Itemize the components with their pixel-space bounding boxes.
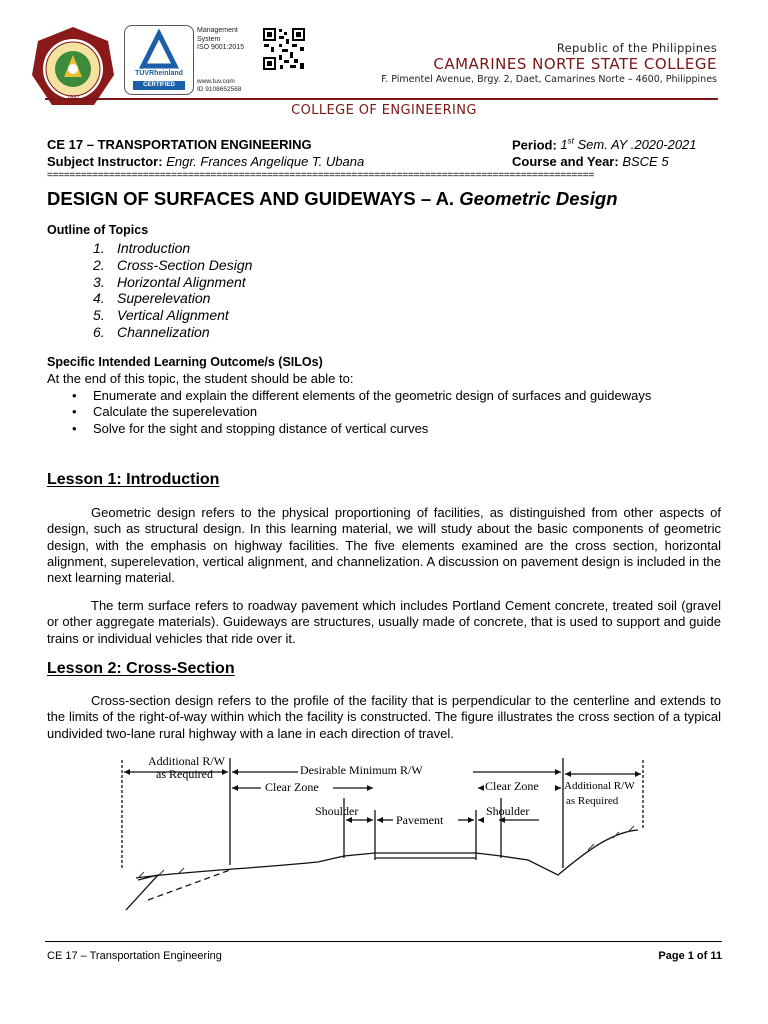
label-shoulder-left: Shoulder	[315, 804, 359, 818]
footer-course: CE 17 – Transportation Engineering	[47, 950, 222, 962]
lesson-1-paragraph-1: Geometric design refers to the physical proportioning of facilities, as distinguished from other aspects of design, such as structural design. In this learning material, we will study about the basic components of geometric design, with the emphasis on highway facilities. The five elements examined are the cross section, horizontal alignment, superelevation, vertical alignment, and channelization. A discussion on pavement design is included in the next learning material.	[47, 505, 721, 586]
subject-instructor	[47, 154, 364, 169]
separator-line: =================================================================================================	[47, 171, 595, 181]
label-shoulder-right: Shoulder	[486, 804, 530, 818]
list-item	[93, 290, 252, 307]
title-main: DESIGN OF SURFACES AND GUIDEWAYS – A.	[47, 188, 460, 209]
period-suffix: st	[567, 137, 574, 146]
qr-code-icon	[262, 27, 306, 71]
cross-section-figure	[118, 750, 646, 915]
footer-divider	[45, 941, 722, 942]
document-title	[47, 188, 618, 210]
bullet-icon: •	[72, 388, 77, 403]
label-clear-zone-left: Clear Zone	[265, 780, 319, 794]
label-as-required-left: as Required	[156, 767, 213, 781]
list-item	[72, 421, 651, 437]
item-number: 5.	[93, 307, 105, 324]
label-additional-rw-right: Additional R/W	[564, 780, 635, 792]
label-pavement: Pavement	[396, 813, 444, 827]
list-item	[93, 274, 252, 291]
tuv-certification-badge	[124, 25, 194, 95]
course-code: CE 17 – TRANSPORTATION ENGINEERING	[47, 137, 312, 152]
page-number: Page 1 of 11	[658, 950, 722, 962]
tuv-certified-text: CERTIFIED	[143, 82, 175, 88]
label-desirable-min-rw: Desirable Minimum R/W	[300, 763, 423, 777]
item-number: 1.	[93, 240, 105, 256]
item-text: Calculate the superelevation	[93, 404, 258, 420]
cert-line: System	[197, 35, 221, 43]
title-italic: Geometric Design	[459, 188, 618, 209]
certificate-id-text	[197, 78, 241, 93]
label-additional-rw-left: Additional R/W	[148, 754, 225, 768]
item-text: Solve for the sight and stopping distance of vertical curves	[93, 420, 429, 436]
outline-heading: Outline of Topics	[47, 223, 149, 237]
college-address: F. Pimentel Avenue, Brgy. 2, Daet, Camarines Norte – 4600, Philippines	[381, 74, 717, 85]
list-item	[72, 388, 651, 404]
course-year-label: Course and Year:	[512, 154, 619, 169]
period-label: Period:	[512, 137, 557, 153]
item-text: Channelization	[117, 323, 210, 340]
instructor-label: Subject Instructor:	[47, 154, 163, 169]
item-number: 4.	[93, 290, 105, 307]
list-item	[93, 257, 252, 274]
cert-id: ID 9108652568	[197, 85, 242, 93]
item-text: Superelevation	[117, 290, 211, 307]
item-text: Cross-Section Design	[117, 256, 253, 273]
republic-text: Republic of the Philippines	[556, 41, 717, 55]
item-text: Horizontal Alignment	[117, 273, 246, 290]
period-value: Sem. AY .2020-2021	[573, 137, 697, 153]
period	[512, 137, 697, 152]
item-text: Vertical Alignment	[117, 307, 229, 324]
college-name: CAMARINES NORTE STATE COLLEGE	[433, 55, 717, 73]
silo-list	[72, 388, 651, 437]
silo-intro: At the end of this topic, the student should be able to:	[47, 371, 354, 386]
tuv-brand-text: TÜVRheinland	[135, 70, 183, 77]
bullet-icon: •	[72, 404, 77, 420]
period-number: 1	[560, 137, 568, 153]
course-and-year	[512, 154, 669, 169]
cert-line: Management	[197, 27, 238, 34]
cert-line: ISO 9001:2015	[197, 44, 245, 51]
list-item	[93, 307, 252, 324]
label-as-required-right: as Required	[566, 795, 619, 807]
course-year-value: BSCE 5	[622, 154, 669, 169]
item-number: 3.	[93, 273, 105, 290]
list-item	[93, 240, 252, 257]
header-divider	[45, 98, 718, 100]
cert-url: www.tuv.com	[197, 78, 235, 85]
item-text: Enumerate and explain the different elements of the geometric design of surfaces and guideways	[93, 388, 652, 403]
item-number: 6.	[93, 323, 105, 340]
item-text: Introduction	[117, 240, 191, 256]
list-item	[93, 324, 252, 341]
management-system-text	[197, 27, 244, 53]
instructor-name: Engr. Frances Angelique T. Ubana	[166, 154, 365, 169]
lesson-2-paragraph-1: Cross-section design refers to the profile of the facility that is perpendicular to the centerline and extends to the limits of the right-of-way within which the facility is constructed. The figure illustrates the cross section of a typical undivided two-lane rural highway with a lane in each direction of travel.	[47, 693, 721, 741]
item-number: 2.	[93, 256, 105, 273]
label-clear-zone-right: Clear Zone	[485, 779, 539, 793]
lesson-1-paragraph-2: The term surface refers to roadway pavement which includes Portland Cement concrete, treated soil (gravel or other aggregate materials). Guideways are structures, usually made of concrete, that is used to support and guide trains or individual vehicles that ride over it.	[47, 598, 721, 646]
lesson-1-heading: Lesson 1: Introduction	[47, 471, 220, 488]
list-item	[72, 404, 651, 420]
bullet-icon: •	[72, 420, 77, 436]
lesson-2-heading: Lesson 2: Cross-Section	[47, 660, 235, 677]
silo-heading: Specific Intended Learning Outcome/s (SILOs)	[47, 355, 323, 369]
outline-list	[93, 240, 252, 341]
department-name: COLLEGE OF ENGINEERING	[291, 103, 477, 118]
